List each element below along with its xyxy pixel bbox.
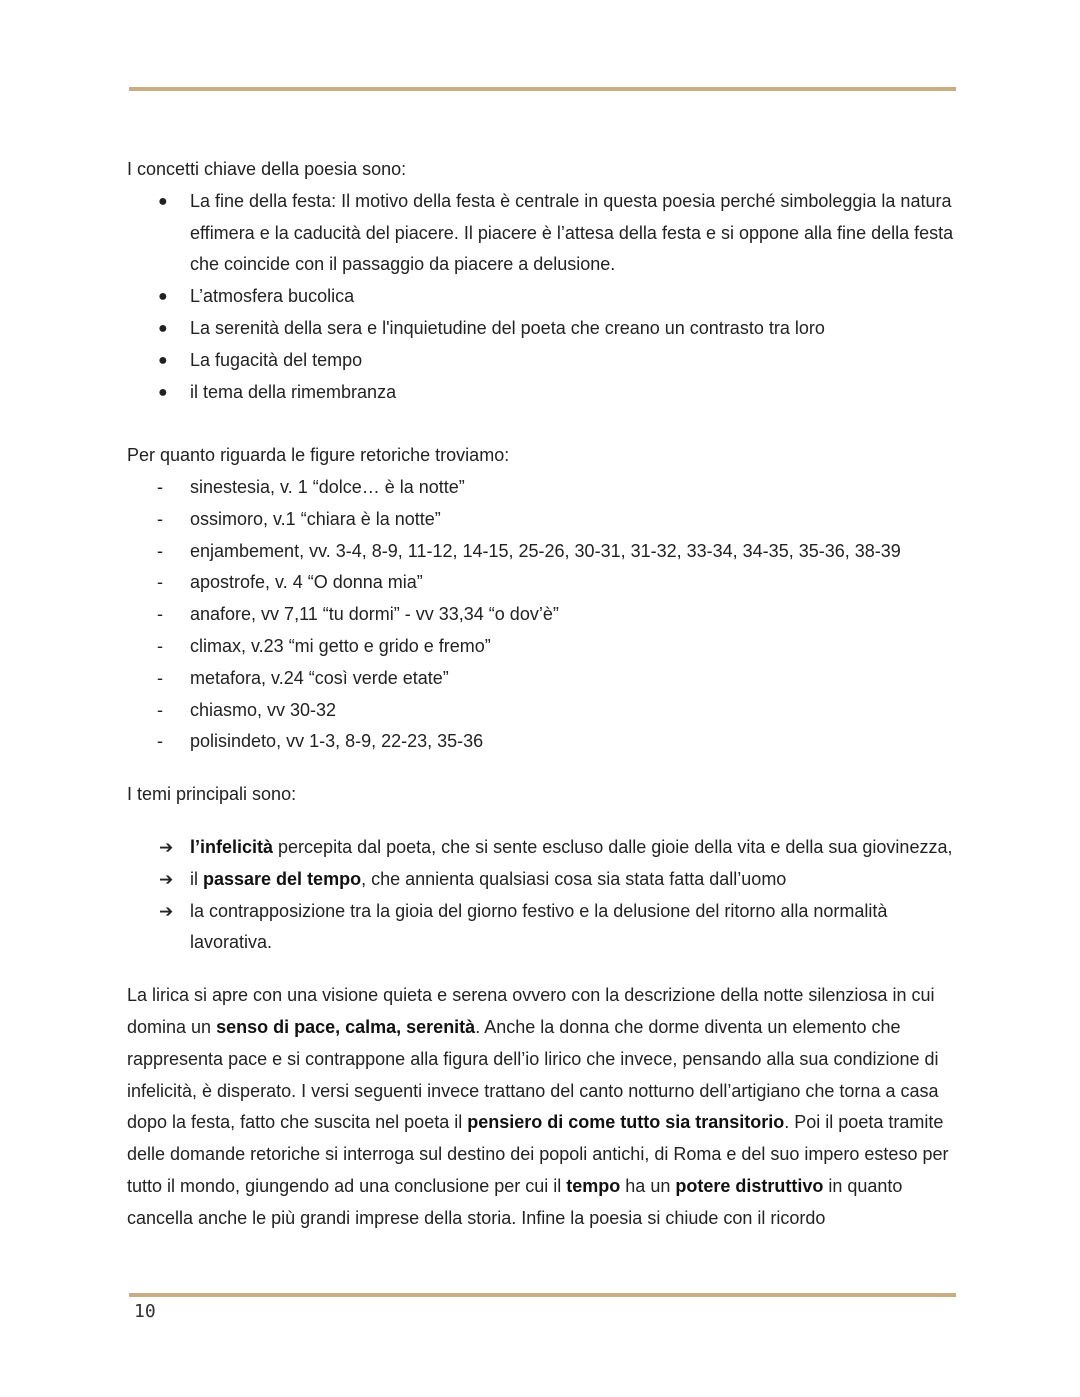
- list-item: - sinestesia, v. 1 “dolce… è la notte”: [127, 472, 957, 504]
- bullet-icon: ●: [158, 192, 168, 210]
- arrow-right-icon: ➔: [159, 869, 174, 889]
- figures-list: [127, 472, 957, 758]
- list-item: ➔ l’infelicità percepita dal poeta, che si sente escluso dalle gioie della vita e della sua giovinezza,: [127, 832, 957, 864]
- list-item: ● La serenità della sera e l'inquietudine del poeta che creano un contrasto tra loro: [127, 313, 957, 345]
- list-item: ➔ la contrapposizione tra la gioia del giorno festivo e la delusione del ritorno alla normalità lavorativa.: [127, 896, 957, 960]
- themes-intro: I temi principali sono:: [127, 784, 297, 805]
- concepts-intro: I concetti chiave della poesia sono:: [127, 159, 407, 179]
- list-item: - chiasmo, vv 30-32: [127, 695, 957, 727]
- page-number: 10: [134, 1301, 156, 1322]
- list-item: - climax, v.23 “mi getto e grido e fremo”: [127, 631, 957, 663]
- concepts-list: [127, 186, 957, 409]
- dash-icon: -: [157, 508, 163, 529]
- dash-icon: -: [157, 540, 163, 561]
- arrow-right-icon: ➔: [159, 837, 174, 857]
- dash-icon: -: [157, 731, 163, 752]
- list-item: - metafora, v.24 “così verde etate”: [127, 663, 957, 695]
- dash-icon: -: [157, 604, 163, 625]
- list-item: - apostrofe, v. 4 “O donna mia”: [127, 567, 957, 599]
- dash-icon: -: [157, 572, 163, 593]
- list-item: - ossimoro, v.1 “chiara è la notte”: [127, 504, 957, 536]
- dash-icon: -: [157, 667, 163, 688]
- list-item: ● La fugacità del tempo: [127, 345, 957, 377]
- header-rule: [129, 87, 956, 91]
- figures-intro: Per quanto riguarda le figure retoriche troviamo:: [127, 445, 510, 466]
- bullet-icon: ●: [158, 351, 168, 369]
- list-item: ● L’atmosfera bucolica: [127, 281, 957, 313]
- arrow-right-icon: ➔: [159, 901, 174, 921]
- dash-icon: -: [157, 476, 163, 497]
- list-item: - polisindeto, vv 1-3, 8-9, 22-23, 35-36: [127, 726, 957, 758]
- bullet-icon: ●: [158, 288, 168, 306]
- list-item: ➔ il passare del tempo, che annienta qualsiasi cosa sia stata fatta dall’uomo: [127, 864, 957, 896]
- summary-paragraph: La lirica si apre con una visione quieta e serena ovvero con la descrizione della notte silenziosa in cui domina un senso di pace, calma, serenità. Anche la donna che dorme diventa un elemento che rappresenta pace e si contrappone alla figura dell’io lirico che invece, pensando alla sua condizione di infelicità, è disperato. I versi seguenti invece trattano del canto notturno dell’artigiano che torna a casa dopo la festa, fatto che suscita nel poeta il pensiero di come tutto sia transitorio. Poi il poeta tramite delle domande retoriche si interroga sul destino dei popoli antichi, di Roma e del suo impero esteso per tutto il mondo, giungendo ad una conclusione per cui il tempo ha un potere distruttivo in quanto cancella anche le più grandi imprese della storia. Infine la poesia si chiude con il ricordo: [127, 985, 949, 1228]
- themes-list: [127, 832, 957, 959]
- list-item: ● La fine della festa: Il motivo della festa è centrale in questa poesia perché simboleggia la natura effimera e la caducità del piacere. Il piacere è l’attesa della festa e si oppone alla fine della festa che coincide con il passaggio da piacere a delusione.: [127, 186, 957, 281]
- page-content: [127, 154, 957, 1235]
- dash-icon: -: [157, 635, 163, 656]
- footer-rule: [129, 1293, 956, 1297]
- list-item: ● il tema della rimembranza: [127, 377, 957, 409]
- bullet-icon: ●: [158, 383, 168, 401]
- bullet-icon: ●: [158, 319, 168, 337]
- list-item: - enjambement, vv. 3-4, 8-9, 11-12, 14-15, 25-26, 30-31, 31-32, 33-34, 34-35, 35-36, 38-39: [127, 536, 957, 568]
- dash-icon: -: [157, 699, 163, 720]
- list-item: - anafore, vv 7,11 “tu dormi” - vv 33,34 “o dov’è”: [127, 599, 957, 631]
